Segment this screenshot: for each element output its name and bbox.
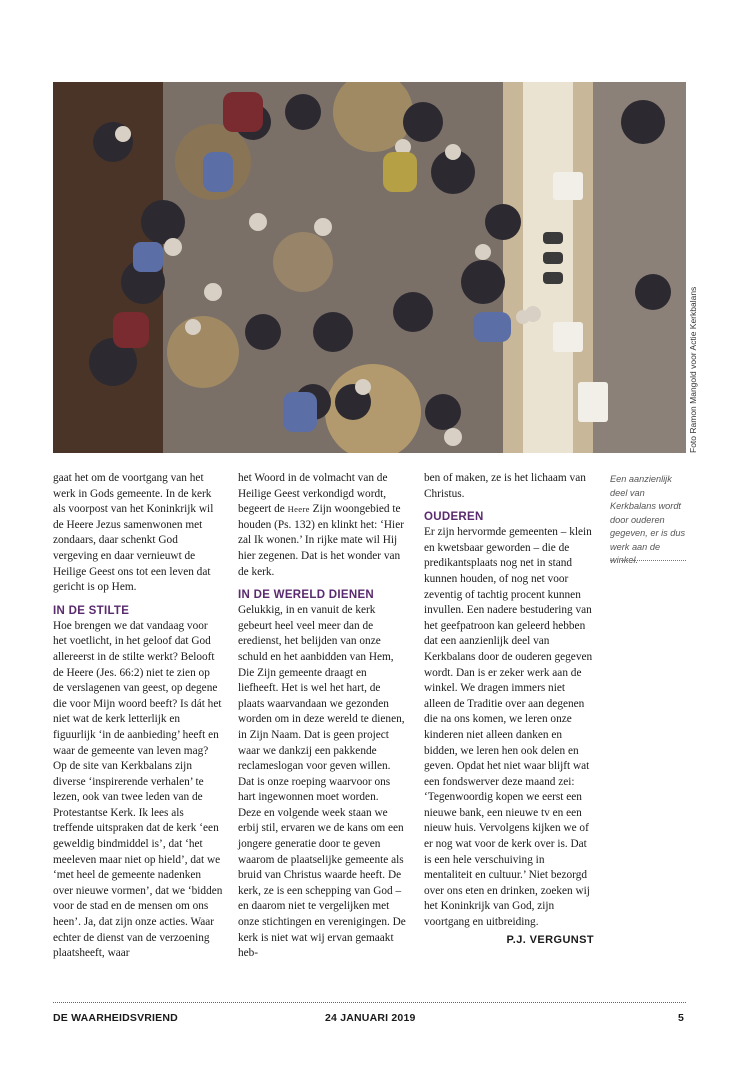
- overhead-photo-church-gathering-icon: [53, 82, 686, 453]
- paragraph: ben of maken, ze is het lichaam van Christus.: [424, 472, 586, 500]
- paragraph: Deze en volgende week staan we erbij stil, ervaren we de kans om een jongere generatie door te geven waarom de plaatselijke gemeente als bruid van Christus waarde heeft. De kerk, ze is een schepping van God – en daarom niet te vergelijken met onze stichtingen en verenigingen. De kerk is niet wat wij ervan gemaakt heb-: [238, 806, 406, 960]
- page-number: 5: [678, 1012, 685, 1024]
- author-byline: P.J. VERGUNST: [506, 933, 594, 946]
- section-heading: IN DE WERELD DIENEN: [238, 589, 375, 602]
- paragraph: gaat het om de voortgang van het werk in Gods gemeente. In de kerk als voorpost van het Koninkrijk wil de Heere Jezus samenwonen met zondaars, daar schenkt God vergeving en daar vernieuwt de Heilige Geest ons tot een leven dat gericht is op Hem.: [53, 472, 214, 594]
- photo-caption: Een aanzienlijk deel van Kerkbalans wordt door ouderen gegeven, er is dus werk aan de winkel.: [610, 474, 686, 565]
- paragraph: Op de site van Kerkbalans zijn diverse ‘inspirerende verhalen’ te lezen, ook van twee leden van de Protestantse Kerk. Ik lees als treffende uitspraken dat de kerk ‘een geweldig bindmiddel is’, dat ‘het meeleven maar niet op hield’, dat we ‘met heel de gemeente nadenken over nieuwe vormen’, dat we ‘bidden voor de stad en de mensen om ons heen’. Ja, dat zijn onze acties. Waar echter de dienst van de verzoening plaatsheeft, waar: [53, 760, 223, 960]
- paragraph: Hoe brengen we dat vandaag voor het voetlicht, in het geloof dat God allereerst in de stilte werkt? Belooft de Heere (Jes. 66:2) niet te zien op de verslagenen van geest, op degene die voor Mijn woord beeft? Is dát het niet wat de kerk letterlijk en figuurlijk ‘in de aanbieding’ heeft en waar de gemeente van leven mag?: [53, 619, 222, 757]
- paragraph: [238, 471, 408, 580]
- caption-divider: [610, 560, 686, 561]
- photo-credit: Foto Ramon Mangold voor Actie Kerkbalans: [688, 286, 698, 453]
- small-caps-heere: Heere: [287, 504, 310, 515]
- issue-date: 24 JANUARI 2019: [325, 1012, 416, 1024]
- article-column-1: [53, 471, 223, 962]
- publication-name: DE WAARHEIDSVRIEND: [53, 1012, 178, 1024]
- article-column-2: [238, 471, 408, 962]
- section-heading: OUDEREN: [424, 511, 484, 524]
- paragraph: Er zijn hervormde gemeenten – klein en kwetsbaar geworden – die de predikantsplaats nog net in stand kunnen houden, of nog net voor zeventig of tachtig procent kunnen invullen. Een nadere bestudering van het geefpatroon kan geleerd hebben dat een aanzienlijk deel van Kerkbalans door de ouderen gegeven wordt. Dan is er zeker werk aan de winkel. We dragen immers niet alleen de Traditie over aan degenen die na ons komen, we leren onze kinderen niet alleen danken en bidden, we leren hen ook delen en geven. Opdat het niet waar blijft wat een fondswerver deze maand zei: ‘Tegenwoordig kopen we eerst een nieuwe bank, een nieuwe tv en een nieuw huis. Vervolgens kijken we of er nog wat voor de kerk over is. Dat is een hele verschuiving in mentaliteit en cultuur.’ Niet bezorgd over ons eten en drinken, zoeken wij het Koninkrijk van God, zijn voortgang en uitbreiding.: [424, 526, 593, 929]
- overhead-photo: [53, 82, 686, 453]
- section-heading: IN DE STILTE: [53, 604, 130, 617]
- article-column-3: [424, 471, 594, 948]
- paragraph: Gelukkig, in en vanuit de kerk gebeurt heel veel meer dan de eredienst, het belijden van onze schuld en het aanbidden van Hem, Die Zijn gemeente draagt en liefheeft. Het is wel het hart, de plaats waarvandaan we gezonden worden om in deze wereld te dienen, in Zijn Naam. Dat is geen project waar we dankzij een pakkende reclameslogan voor geven willen. Dat is onze roeping waarvoor ons hart ingewonnen moet worden.: [238, 604, 405, 804]
- text-run: Zijn woongebied te houden (Ps. 132) en klinkt het: ‘Hier zal Ik wonen.’ In rijke mate wil Hij hier zegenen. Dat is het wonder van de kerk.: [238, 503, 404, 578]
- footer-divider: [53, 1002, 686, 1003]
- text-run: het Woord in de volmacht van de Heilige Geest verkondigd wordt, begeert de: [238, 472, 388, 516]
